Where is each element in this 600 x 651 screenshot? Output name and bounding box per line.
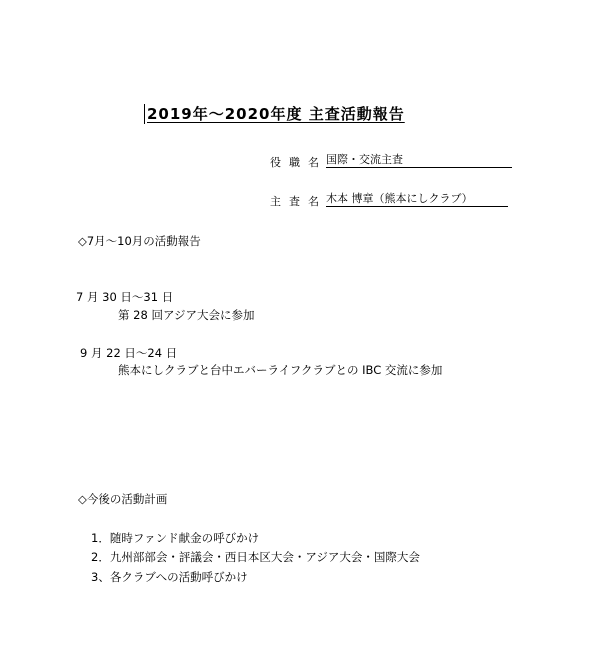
role-label: 役職名	[270, 156, 327, 169]
report-entry-text: 熊本にしクラブと台中エバーライフクラブとの IBC 交流に参加	[118, 363, 443, 377]
plan-item: 2．九州部部会・評議会・西日本区大会・アジア大会・国際大会	[91, 550, 420, 564]
report-entry-date: 9 月 22 日～24 日	[80, 346, 178, 360]
role-value: 国際・交流主査	[326, 152, 512, 168]
chair-value: 木本 博章（熊本にしクラブ）	[326, 191, 508, 207]
report-entry-text: 第 28 回アジア大会に参加	[118, 308, 255, 322]
page-title: 2019年～2020年度 主査活動報告	[144, 104, 405, 124]
report-heading: ◇7月～10月の活動報告	[78, 234, 201, 248]
plan-item: 1．随時ファンド献金の呼びかけ	[91, 531, 260, 545]
plan-heading: ◇今後の活動計画	[78, 492, 168, 506]
plan-item: 3、各クラブへの活動呼びかけ	[91, 570, 248, 584]
report-entry-date: 7 月 30 日～31 日	[76, 290, 174, 304]
chair-label: 主査名	[270, 195, 327, 208]
